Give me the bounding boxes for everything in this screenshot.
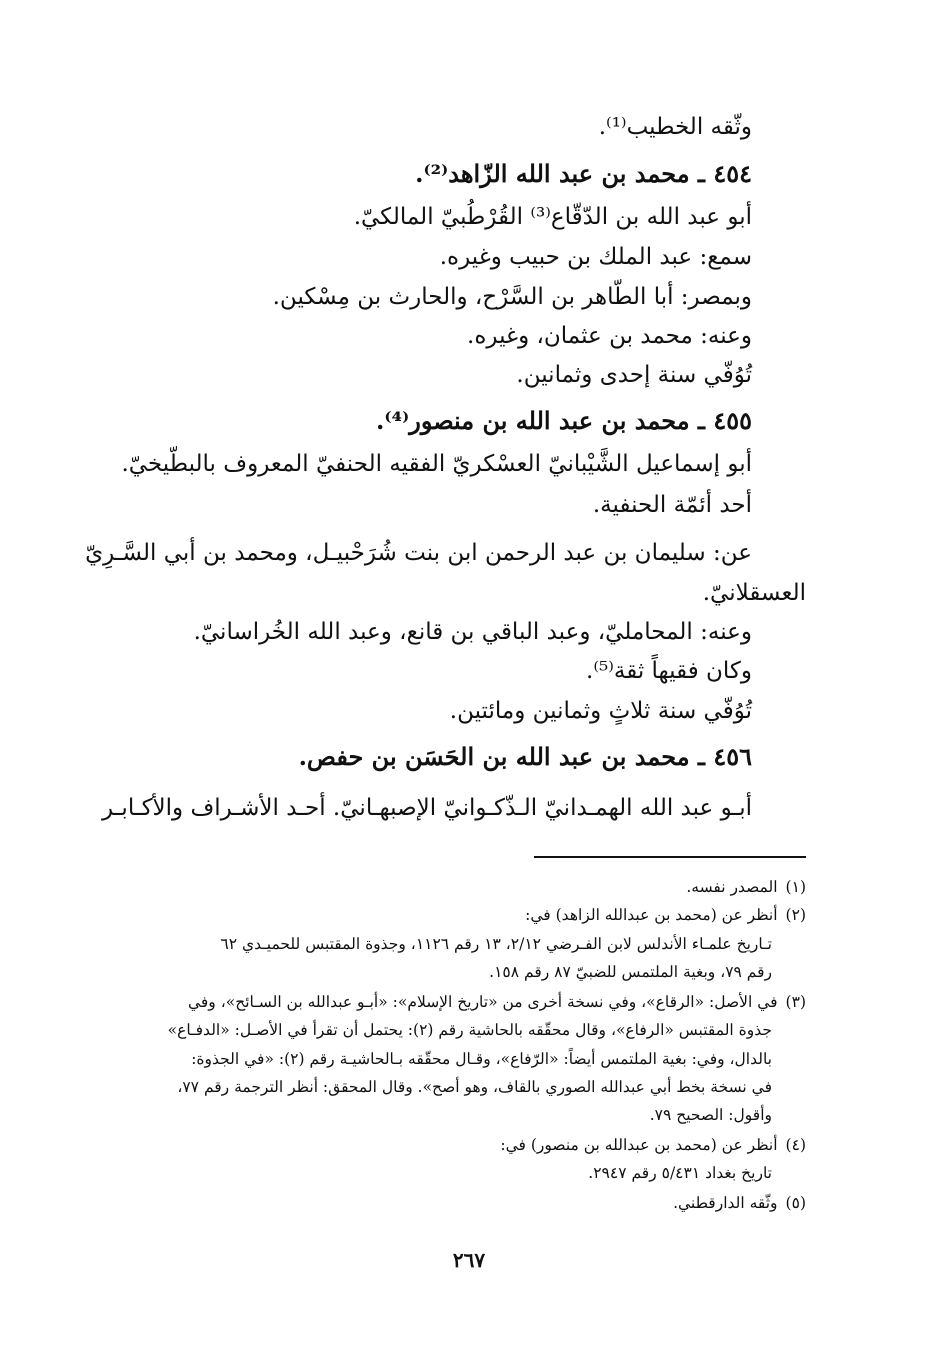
footnote-text: في نسخة بخط أبي عبدالله الصوري بالقاف، وهو أصح». وقال المحقق: أنظر الترجمة رقم ٧٧، bbox=[177, 1078, 772, 1096]
footnote-line bbox=[500, 1134, 806, 1156]
footnote-text: أنظر عن (محمد بن عبدالله الزاهد) في: bbox=[525, 906, 778, 924]
body-line: أبو إسماعيل الشَّيْبانيّ العسْكريّ الفقيه الحنفيّ المعروف بالبطّيخيّ. bbox=[121, 451, 752, 477]
body-line: تُوُفّي سنة ثلاثٍ وثمانين ومائتين. bbox=[449, 698, 752, 724]
footnote-separator bbox=[534, 856, 806, 858]
footnote-text: وأقول: الصحيح ٧٩. bbox=[649, 1106, 772, 1124]
footnote-text: بالدال، وفي: بغية الملتمس أيضاً: «الرّفاع»، وقـال محقّقه بـالحاشيـة رقم (٢): «في الجذوة: bbox=[191, 1050, 772, 1068]
body-line: أحد أئمّة الحنفية. bbox=[592, 492, 752, 518]
footnote-line bbox=[489, 961, 772, 983]
footnote-text: جذوة المقتبس «الرفاع»، وقال محقّقه بالحاشية رقم (٢): يحتمل أن تقرأ في الأصـل: «الدفـاع» bbox=[167, 1021, 772, 1039]
footnote-text: تـاريخ علمـاء الأندلس لابن الفـرضي ٢/١٢، ١٣ رقم ١١٢٦، وجذوة المقتبس للحميـدي ٦٢ bbox=[220, 935, 772, 953]
footnote-text: تاريخ بغداد ٥/٤٣١ رقم ٢٩٤٧. bbox=[588, 1164, 772, 1182]
footnote-text: المصدر نفسه. bbox=[686, 878, 778, 896]
body-line: تُوُفّي سنة إحدى وثمانين. bbox=[516, 362, 752, 388]
body-line: وثّقه الخطيب⁽¹⁾. bbox=[598, 114, 752, 140]
body-line: وبمصر: أبا الطّاهر بن السَّرْح، والحارث بن مِسْكين. bbox=[272, 284, 752, 310]
footnote-text: وثّقه الدارقطني. bbox=[673, 1194, 778, 1212]
footnote-line bbox=[177, 1076, 772, 1098]
body-line: أبـو عبد الله الهمـدانيّ الـذّكـوانيّ الإصبهـانيّ. أحـد الأشـراف والأكـابـر bbox=[102, 795, 752, 821]
footnote-line bbox=[525, 904, 806, 926]
entry-heading-456: ٤٥٦ ـ محمد بن عبد الله بن الحَسَن بن حفص. bbox=[298, 742, 752, 771]
page-number: ٢٦٧ bbox=[452, 1248, 486, 1272]
footnote-number: (٤) bbox=[785, 1136, 806, 1154]
footnote-text: أنظر عن (محمد بن عبدالله بن منصور) في: bbox=[500, 1136, 778, 1154]
body-line: سمع: عبد الملك بن حبيب وغيره. bbox=[439, 244, 752, 270]
footnote-line bbox=[588, 1162, 772, 1184]
footnote-number: (٣) bbox=[785, 993, 806, 1011]
body-line: عن: سليمان بن عبد الرحمن ابن بنت شُرَحْبيـل، ومحمد بن أبي السَّـرِيّ bbox=[85, 540, 752, 566]
footnote-line bbox=[191, 1048, 772, 1070]
footnote-line bbox=[650, 1104, 772, 1126]
footnote-number: (٥) bbox=[785, 1194, 806, 1212]
footnote-line bbox=[220, 933, 772, 955]
body-line: أبو عبد الله بن الدّقّاع⁽³⁾ القُرْطُبيّ المالكيّ. bbox=[353, 204, 752, 230]
footnote-line bbox=[673, 1192, 806, 1214]
footnote-number: (١) bbox=[785, 878, 806, 896]
footnote-line bbox=[686, 876, 806, 898]
footnote-text: رقم ٧٩، وبغية الملتمس للضبيّ ٨٧ رقم ١٥٨. bbox=[489, 963, 772, 981]
entry-heading-454: ٤٥٤ ـ محمد بن عبد الله الزّاهد⁽²⁾. bbox=[415, 159, 752, 188]
body-line: العسقلانيّ. bbox=[702, 580, 806, 606]
footnote-line bbox=[168, 1019, 772, 1041]
body-line: وعنه: المحامليّ، وعبد الباقي بن قانع، وعبد الله الخُراسانيّ. bbox=[193, 619, 752, 645]
footnote-text: في الأصل: «الرقاع»، وفي نسخة أخرى من «تاريخ الإسلام»: «أبـو عبدالله بن السـائح»، وفي bbox=[187, 993, 778, 1011]
body-line: وعنه: محمد بن عثمان، وغيره. bbox=[467, 323, 752, 349]
footnote-number: (٢) bbox=[785, 906, 806, 924]
footnote-line bbox=[188, 991, 806, 1013]
entry-heading-455: ٤٥٥ ـ محمد بن عبد الله بن منصور⁽⁴⁾. bbox=[376, 406, 752, 435]
body-line: وكان فقيهاً ثقة⁽⁵⁾. bbox=[586, 658, 752, 684]
